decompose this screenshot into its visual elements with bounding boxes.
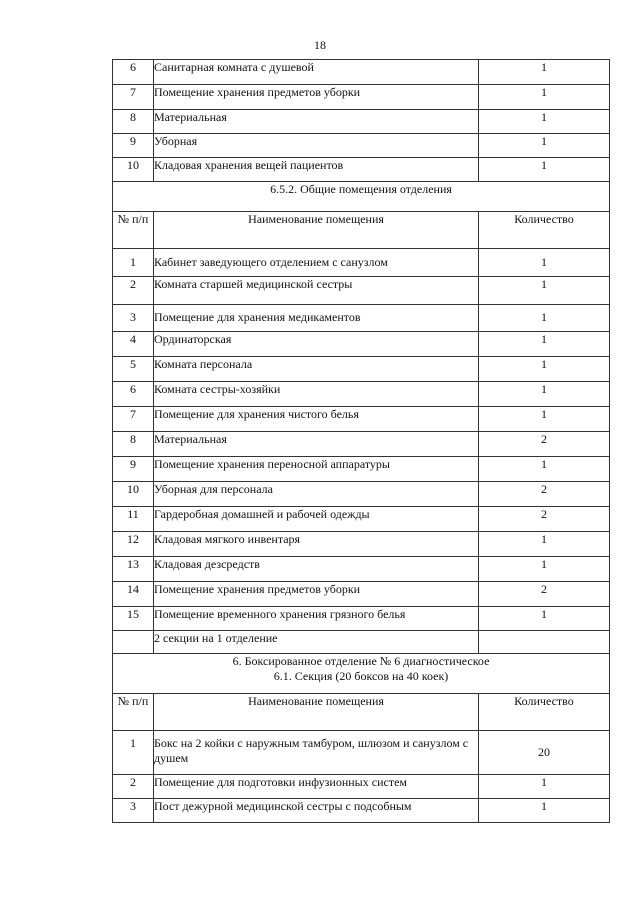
- table-row: [113, 775, 610, 799]
- table-row: [113, 277, 610, 305]
- row-number: 5: [113, 357, 154, 382]
- room-quantity: 1: [479, 110, 610, 134]
- row-number: 8: [113, 432, 154, 457]
- room-quantity: 2: [479, 582, 610, 607]
- column-header-quantity: Количество: [479, 212, 610, 249]
- column-header-quantity: Количество: [479, 694, 610, 731]
- room-name: Гардеробная домашней и рабочей одежды: [154, 507, 479, 532]
- row-number: 2: [113, 775, 154, 799]
- room-quantity: 2: [479, 482, 610, 507]
- row-number: 9: [113, 134, 154, 158]
- row-number: 13: [113, 557, 154, 582]
- row-number: 3: [113, 305, 154, 332]
- room-quantity: 1: [479, 457, 610, 482]
- row-number: 3: [113, 799, 154, 823]
- table-row: [113, 249, 610, 277]
- table-row: [113, 482, 610, 507]
- room-quantity: 1: [479, 332, 610, 357]
- room-name: Помещение хранения предметов уборки: [154, 85, 479, 110]
- room-name: Материальная: [154, 432, 479, 457]
- room-name: Кладовая хранения вещей пациентов: [154, 158, 479, 182]
- room-quantity: 2: [479, 507, 610, 532]
- row-number: 10: [113, 482, 154, 507]
- table-row: [113, 382, 610, 407]
- row-number: 9: [113, 457, 154, 482]
- room-name: Уборная: [154, 134, 479, 158]
- room-name: Кладовая дезсредств: [154, 557, 479, 582]
- column-header-number: № п/п: [113, 212, 154, 249]
- row-number: 14: [113, 582, 154, 607]
- room-name: Комната старшей медицинской сестры: [154, 277, 479, 305]
- table-row: [113, 557, 610, 582]
- table-row: [113, 607, 610, 631]
- column-header-number: № п/п: [113, 694, 154, 731]
- row-number: 7: [113, 85, 154, 110]
- room-name: Помещение временного хранения грязного белья: [154, 607, 479, 631]
- row-number: 8: [113, 110, 154, 134]
- room-quantity: 1: [479, 382, 610, 407]
- row-number: 6: [113, 60, 154, 85]
- room-name: Помещение хранения предметов уборки: [154, 582, 479, 607]
- table-row: [113, 582, 610, 607]
- room-quantity: 1: [479, 532, 610, 557]
- room-name: Комната сестры-хозяйки: [154, 382, 479, 407]
- table-row: [113, 158, 610, 182]
- room-quantity: 1: [479, 357, 610, 382]
- room-name: Бокс на 2 койки с наружным тамбуром, шлюзом и санузлом с душем: [154, 731, 479, 775]
- table-row: [113, 332, 610, 357]
- room-quantity: 20: [479, 731, 610, 775]
- table-row: [113, 532, 610, 557]
- room-quantity: 1: [479, 249, 610, 277]
- room-name: Материальная: [154, 110, 479, 134]
- room-quantity: 1: [479, 775, 610, 799]
- row-number: 2: [113, 277, 154, 305]
- row-number: 12: [113, 532, 154, 557]
- column-header-name: Наименование помещения: [154, 212, 479, 249]
- table-row: [113, 110, 610, 134]
- room-quantity: 1: [479, 158, 610, 182]
- room-quantity: 1: [479, 277, 610, 305]
- section-subtitle: 6.1. Секция (20 боксов на 40 коек): [273, 669, 449, 683]
- room-name: Кабинет заведующего отделением с санузлом: [154, 249, 479, 277]
- room-quantity: 1: [479, 85, 610, 110]
- room-quantity: 1: [479, 557, 610, 582]
- room-name: Помещение для подготовки инфузионных систем: [154, 775, 479, 799]
- page-number: 18: [314, 38, 326, 52]
- table-row: [113, 432, 610, 457]
- room-name: Уборная для персонала: [154, 482, 479, 507]
- room-quantity: 1: [479, 407, 610, 432]
- room-quantity: 1: [479, 305, 610, 332]
- section-heading-row: [113, 182, 610, 212]
- room-quantity: 1: [479, 607, 610, 631]
- rooms-table: [112, 59, 610, 823]
- room-quantity: 1: [479, 60, 610, 85]
- section-heading-row: [113, 654, 610, 694]
- table-row: [113, 407, 610, 432]
- table-row: [113, 357, 610, 382]
- row-number: 4: [113, 332, 154, 357]
- header-row: [113, 694, 610, 731]
- room-name: Помещение для хранения медикаментов: [154, 305, 479, 332]
- section-title: 6.5.2. Общие помещения отделения: [113, 182, 610, 212]
- room-name: Ординаторская: [154, 332, 479, 357]
- room-name: Помещение для хранения чистого белья: [154, 407, 479, 432]
- row-number: 10: [113, 158, 154, 182]
- room-name: Санитарная комната с душевой: [154, 60, 479, 85]
- row-number: 1: [113, 249, 154, 277]
- room-name: Помещение хранения переносной аппаратуры: [154, 457, 479, 482]
- room-name: Комната персонала: [154, 357, 479, 382]
- row-number: 7: [113, 407, 154, 432]
- table-row: [113, 457, 610, 482]
- room-name: Кладовая мягкого инвентаря: [154, 532, 479, 557]
- table-row: [113, 305, 610, 332]
- sections-note: 2 секции на 1 отделение: [154, 631, 479, 654]
- row-number: 1: [113, 731, 154, 775]
- room-quantity: 2: [479, 432, 610, 457]
- room-name: Пост дежурной медицинской сестры с подсобным: [154, 799, 479, 823]
- table-row: [113, 731, 610, 775]
- department-title: 6. Боксированное отделение № 6 диагностическое: [232, 654, 490, 668]
- table-row: [113, 799, 610, 823]
- table-row: [113, 85, 610, 110]
- table-row: [113, 507, 610, 532]
- row-number: 6: [113, 382, 154, 407]
- room-quantity: 1: [479, 799, 610, 823]
- row-number: 15: [113, 607, 154, 631]
- column-header-name: Наименование помещения: [154, 694, 479, 731]
- row-number: 11: [113, 507, 154, 532]
- note-row: [113, 631, 610, 654]
- table-row: [113, 60, 610, 85]
- table-row: [113, 134, 610, 158]
- room-quantity: 1: [479, 134, 610, 158]
- header-row: [113, 212, 610, 249]
